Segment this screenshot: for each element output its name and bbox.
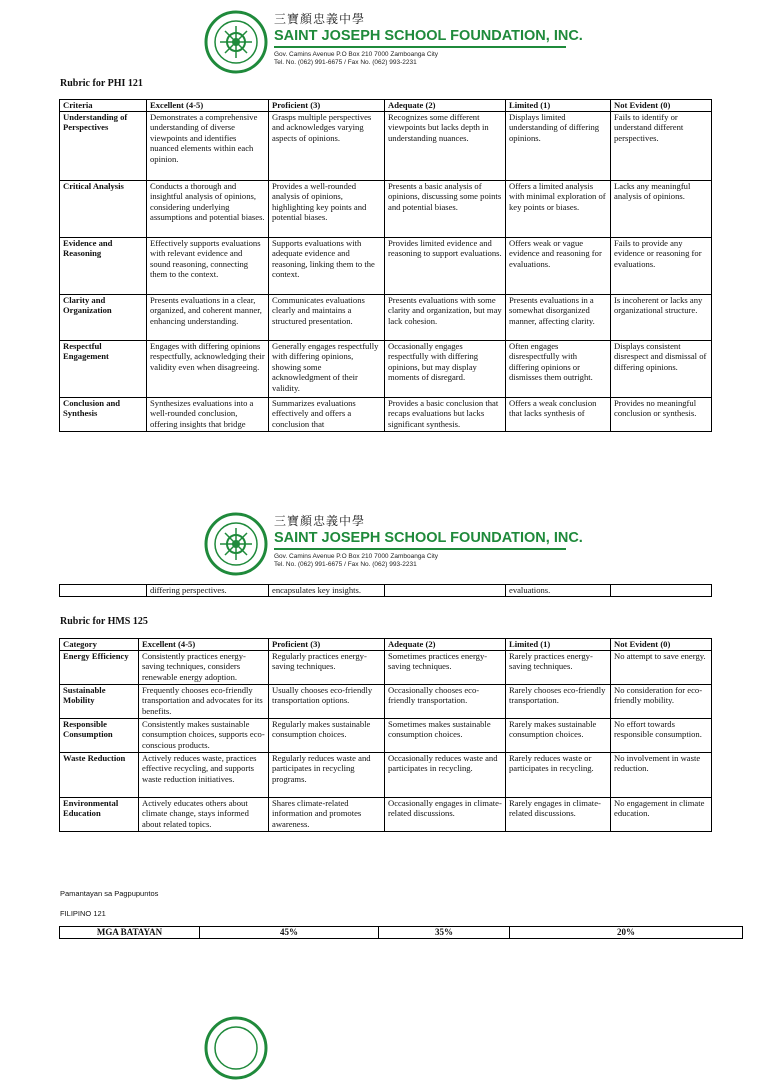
header-cell: Adequate (2): [385, 100, 506, 112]
table-cell: Rarely engages in climate-related discussions.: [506, 797, 611, 831]
table-cell: Occasionally chooses eco-friendly transportation.: [385, 684, 506, 718]
table-cell: Is incoherent or lacks any organizational structure.: [611, 294, 712, 340]
table-cell: Provides no meaningful conclusion or synthesis.: [611, 397, 712, 431]
header-rule: [274, 46, 566, 48]
table-cell: No involvement in waste reduction.: [611, 752, 712, 797]
table-row: [60, 650, 712, 684]
table-cell: Synthesizes evaluations into a well-rounded conclusion, offering insights that bridge: [147, 397, 269, 431]
header-cell: Excellent (4-5): [147, 100, 269, 112]
table-cell: No consideration for eco-friendly mobility.: [611, 684, 712, 718]
table-cell: Fails to provide any evidence or reasoning for evaluations.: [611, 237, 712, 294]
category-cell: Sustainable Mobility: [60, 684, 139, 718]
table-cell: 35%: [379, 927, 510, 939]
phi-rubric-table: [59, 99, 712, 432]
table-header-row: [60, 639, 712, 651]
category-cell: Waste Reduction: [60, 752, 139, 797]
school-seal-icon: [204, 512, 268, 576]
header-cell: Proficient (3): [269, 639, 385, 651]
category-cell: Environmental Education: [60, 797, 139, 831]
table-row: [60, 797, 712, 831]
header-cell: Limited (1): [506, 100, 611, 112]
table-cell: Presents evaluations in a clear, organized, and coherent manner, enhancing understanding.: [147, 294, 269, 340]
letterhead: [200, 10, 583, 78]
header-cell: Adequate (2): [385, 639, 506, 651]
table-row: [60, 340, 712, 397]
table-cell: Provides a basic conclusion that recaps evaluations but lacks significant synthesis.: [385, 397, 506, 431]
table-cell: Offers a limited analysis with minimal exploration of key points or biases.: [506, 180, 611, 237]
criteria-cell: Understanding of Perspectives: [60, 111, 147, 180]
table-header-row: [60, 100, 712, 112]
school-name: SAINT JOSEPH SCHOOL FOUNDATION, INC.: [274, 28, 583, 44]
criteria-cell: Clarity and Organization: [60, 294, 147, 340]
table-cell: Supports evaluations with adequate evidence and reasoning, linking them to the context.: [269, 237, 385, 294]
table-cell: Displays consistent disrespect and dismissal of differing opinions.: [611, 340, 712, 397]
table-row: [60, 180, 712, 237]
letterhead: [200, 512, 583, 580]
table-cell: evaluations.: [506, 585, 611, 597]
table-cell: Frequently chooses eco-friendly transportation and advocates for its benefits.: [139, 684, 269, 718]
chinese-school-name: 三寶顏忠義中學: [274, 514, 366, 528]
table-cell: Demonstrates a comprehensive understanding of diverse viewpoints and identifies nuanced elements within each opinion.: [147, 111, 269, 180]
table-cell: Occasionally reduces waste and participates in recycling.: [385, 752, 506, 797]
hms-rubric-table: [59, 638, 712, 832]
table-cell: differing perspectives.: [147, 585, 269, 597]
table-cell: Offers a weak conclusion that lacks synthesis of: [506, 397, 611, 431]
table-cell: Presents evaluations with some clarity and organization, but may lack cohesion.: [385, 294, 506, 340]
table-cell: Actively reduces waste, practices effective recycling, and supports waste reduction initiatives.: [139, 752, 269, 797]
table-cell: No attempt to save energy.: [611, 650, 712, 684]
category-cell: Energy Efficiency: [60, 650, 139, 684]
header-cell: Not Evident (0): [611, 639, 712, 651]
table-cell: Regularly practices energy-saving techniques.: [269, 650, 385, 684]
table-cell: No effort towards responsible consumption.: [611, 718, 712, 752]
category-cell: Responsible Consumption: [60, 718, 139, 752]
phi-continuation-table: [59, 584, 712, 597]
table-cell: Communicates evaluations clearly and maintains a structured presentation.: [269, 294, 385, 340]
phi-rubric-title: Rubric for PHI 121: [60, 78, 143, 89]
school-contact: Tel. No. (062) 991-6675 / Fax No. (062) 993-2231: [274, 59, 417, 66]
table-cell: Regularly makes sustainable consumption choices.: [269, 718, 385, 752]
header-rule: [274, 548, 566, 550]
table-cell: Offers weak or vague evidence and reasoning for evaluations.: [506, 237, 611, 294]
school-seal-icon: [204, 1016, 268, 1080]
table-cell: Consistently makes sustainable consumption choices, supports eco-conscious products.: [139, 718, 269, 752]
table-row: [60, 718, 712, 752]
table-cell: 45%: [200, 927, 379, 939]
criteria-cell: Critical Analysis: [60, 180, 147, 237]
table-row: [60, 927, 743, 939]
header-cell: Not Evident (0): [611, 100, 712, 112]
table-cell: MGA BATAYAN: [60, 927, 200, 939]
table-cell: Often engages disrespectfully with differing opinions or dismisses them outright.: [506, 340, 611, 397]
table-row: [60, 585, 712, 597]
table-cell: Presents a basic analysis of opinions, discussing some points and potential biases.: [385, 180, 506, 237]
table-cell: Conducts a thorough and insightful analysis of opinions, considering underlying assumptions and potential biases.: [147, 180, 269, 237]
table-cell: Usually chooses eco-friendly transportation options.: [269, 684, 385, 718]
hms-rubric-title: Rubric for HMS 125: [60, 616, 148, 627]
table-cell: Provides limited evidence and reasoning to support evaluations.: [385, 237, 506, 294]
table-cell: Rarely reduces waste or participates in recycling.: [506, 752, 611, 797]
table-cell: encapsulates key insights.: [269, 585, 385, 597]
criteria-cell: Conclusion and Synthesis: [60, 397, 147, 431]
table-cell: No engagement in climate education.: [611, 797, 712, 831]
table-cell: Shares climate-related information and promotes awareness.: [269, 797, 385, 831]
table-cell: Occasionally engages respectfully with differing opinions, but may display moments of disregard.: [385, 340, 506, 397]
table-cell: Consistently practices energy-saving techniques, considers renewable energy adoption.: [139, 650, 269, 684]
letterhead: [200, 1016, 580, 1084]
school-seal-icon: [204, 10, 268, 74]
school-address: Gov. Camins Avenue P.O Box 210 7000 Zamboanga City: [274, 553, 439, 560]
pamantayan-label: Pamantayan sa Pagpupuntos: [60, 889, 159, 898]
criteria-cell: Respectful Engagement: [60, 340, 147, 397]
table-cell: Sometimes makes sustainable consumption choices.: [385, 718, 506, 752]
table-cell: Actively educates others about climate change, stays informed about related topics.: [139, 797, 269, 831]
table-row: [60, 237, 712, 294]
table-cell: [385, 585, 506, 597]
table-cell: 20%: [510, 927, 743, 939]
table-cell: [60, 585, 147, 597]
table-row: [60, 397, 712, 431]
table-cell: Sometimes practices energy-saving techniques.: [385, 650, 506, 684]
school-name: SAINT JOSEPH SCHOOL FOUNDATION, INC.: [274, 530, 583, 546]
table-cell: Rarely chooses eco-friendly transportation.: [506, 684, 611, 718]
header-cell: Limited (1): [506, 639, 611, 651]
table-cell: Engages with differing opinions respectfully, acknowledging their validity even when disagreeing.: [147, 340, 269, 397]
table-cell: Provides a well-rounded analysis of opinions, highlighting key points and potential biases.: [269, 180, 385, 237]
table-cell: Occasionally engages in climate-related discussions.: [385, 797, 506, 831]
table-cell: Lacks any meaningful analysis of opinions.: [611, 180, 712, 237]
chinese-school-name: 三寶顏忠義中學: [274, 12, 366, 26]
filipino-criteria-table: [59, 926, 743, 939]
table-cell: Fails to identify or understand different perspectives.: [611, 111, 712, 180]
table-row: [60, 752, 712, 797]
table-cell: Effectively supports evaluations with relevant evidence and sound reasoning, connecting them to the context.: [147, 237, 269, 294]
table-row: [60, 111, 712, 180]
header-cell: Criteria: [60, 100, 147, 112]
table-cell: Recognizes some different viewpoints but lacks depth in understanding nuances.: [385, 111, 506, 180]
table-cell: Grasps multiple perspectives and acknowledges varying aspects of opinions.: [269, 111, 385, 180]
header-cell: Proficient (3): [269, 100, 385, 112]
table-cell: Rarely practices energy-saving techniques.: [506, 650, 611, 684]
table-cell: Rarely makes sustainable consumption choices.: [506, 718, 611, 752]
criteria-cell: Evidence and Reasoning: [60, 237, 147, 294]
table-row: [60, 684, 712, 718]
header-cell: Excellent (4-5): [139, 639, 269, 651]
header-cell: Category: [60, 639, 139, 651]
table-cell: Presents evaluations in a somewhat disorganized manner, affecting clarity.: [506, 294, 611, 340]
filipino-course-label: FILIPINO 121: [60, 909, 106, 918]
school-address: Gov. Camins Avenue P.O Box 210 7000 Zamboanga City: [274, 51, 439, 58]
school-contact: Tel. No. (062) 991-6675 / Fax No. (062) 993-2231: [274, 561, 417, 568]
table-cell: Displays limited understanding of differing opinions.: [506, 111, 611, 180]
table-row: [60, 294, 712, 340]
table-cell: Generally engages respectfully with differing opinions, showing some acknowledgment of their validity.: [269, 340, 385, 397]
table-cell: [611, 585, 712, 597]
table-cell: Regularly reduces waste and participates in recycling programs.: [269, 752, 385, 797]
table-cell: Summarizes evaluations effectively and offers a conclusion that: [269, 397, 385, 431]
